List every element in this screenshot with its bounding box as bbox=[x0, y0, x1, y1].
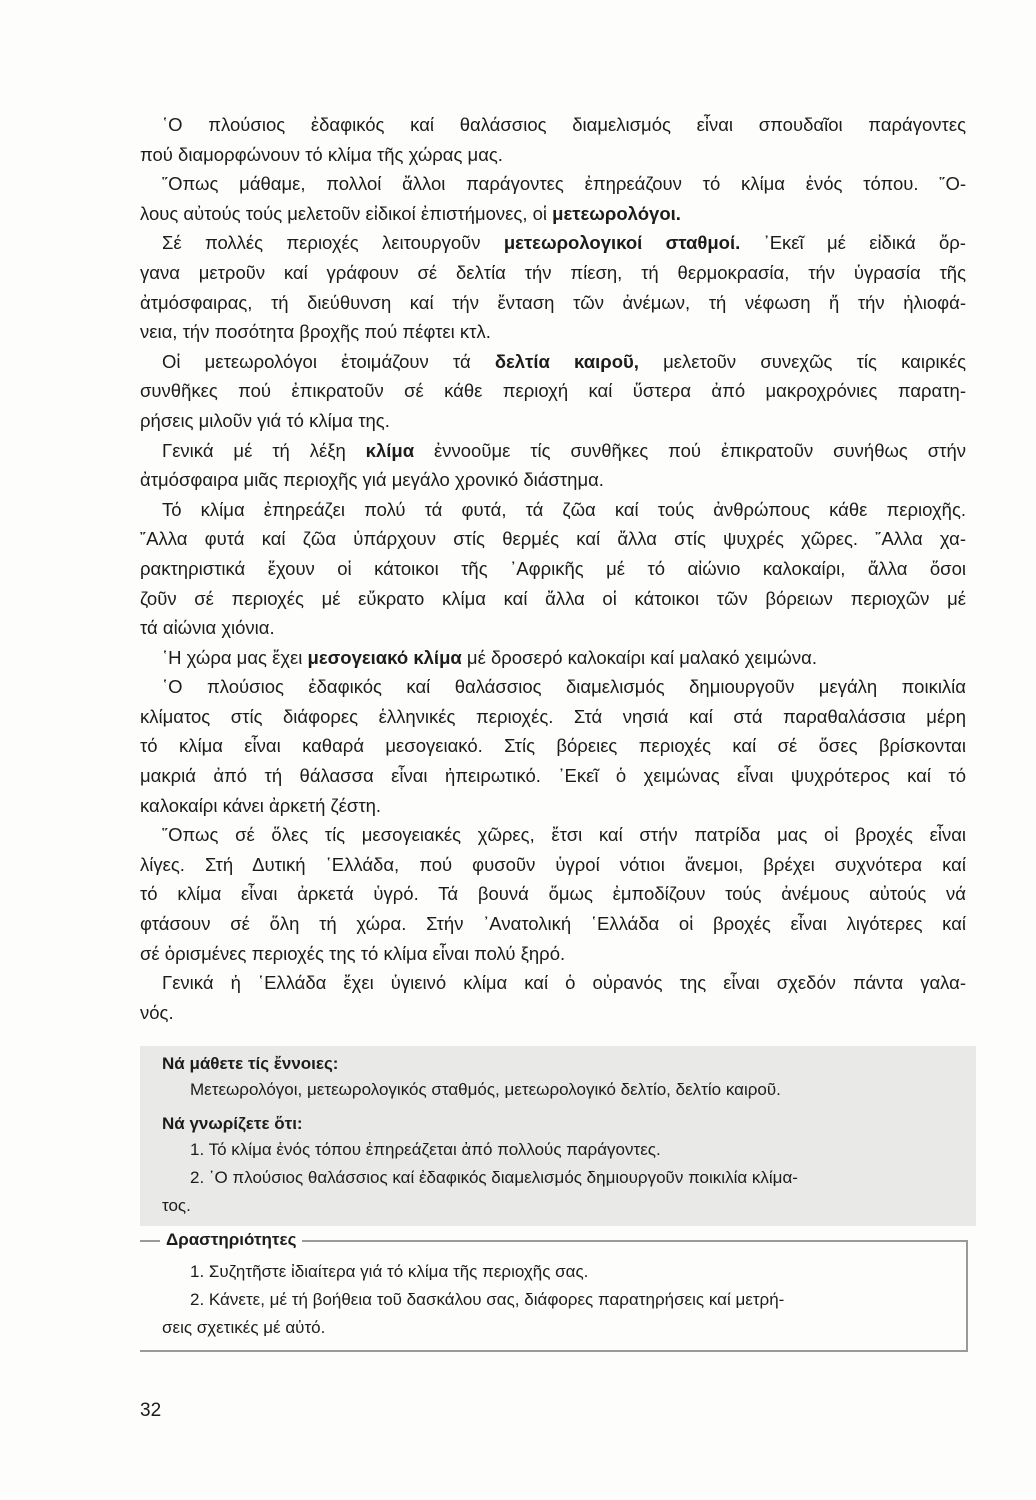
text-segment: τά αἰώνια χιόνια. bbox=[140, 617, 275, 639]
text-segment: νός. bbox=[140, 1001, 174, 1023]
facts-heading: Νά γνωρίζετε ὅτι: bbox=[162, 1114, 303, 1133]
text-line bbox=[140, 879, 966, 909]
text-line bbox=[140, 436, 966, 466]
text-segment: φτάσουν σέ ὅλη τή χώρα. Στήν ᾿Ανατολική ῾Ελλάδα οἱ βροχές εἶναι λιγότερες καί bbox=[140, 913, 966, 935]
concepts-text: Μετεωρολόγοι, μετεωρολογικός σταθμός, μετεωρολογικό δελτίο, δελτίο καιροῦ. bbox=[190, 1080, 781, 1099]
text-segment: ρήσεις μιλοῦν γιά τό κλίμα της. bbox=[140, 409, 390, 431]
text-segment: κλίματος στίς διάφορες ἑλληνικές περιοχές. Στά νησιά καί στά παραθαλάσσια μέρη bbox=[140, 705, 966, 727]
text-line bbox=[140, 731, 966, 761]
text-line bbox=[140, 939, 966, 969]
text-segment: ἀτμόσφαιρα μιᾶς περιοχῆς γιά μεγάλο χρονικό διάστημα. bbox=[140, 469, 604, 491]
activity-2-cont: σεις σχετικές μέ αὐτό. bbox=[162, 1318, 326, 1337]
bold-term: δελτία καιροῦ, bbox=[494, 350, 639, 372]
text-line bbox=[140, 169, 966, 199]
text-line bbox=[140, 495, 966, 525]
text-segment: ρακτηριστικά ἔχουν οἱ κάτοικοι τῆς ᾿Αφρικῆς μέ τό αἰώνιο καλοκαίρι, ἄλλα ὅσοι bbox=[140, 557, 966, 579]
text-line bbox=[140, 465, 966, 495]
text-line bbox=[140, 288, 966, 318]
activity-2: 2. Κάνετε, μέ τή βοήθεια τοῦ δασκάλου σας, διάφορες παρατηρήσεις καί μετρή- bbox=[190, 1290, 785, 1309]
text-segment: Γενικά μέ τή λέξη bbox=[162, 439, 366, 461]
body-text bbox=[140, 110, 966, 1027]
text-segment: Γενικά ἡ ῾Ελλάδα ἔχει ὑγιεινό κλίμα καί ὁ οὐρανός της εἶναι σχεδόν πάντα γαλα- bbox=[162, 972, 966, 994]
text-line bbox=[140, 199, 966, 229]
text-segment: ῞Οπως σέ ὅλες τίς μεσογειακές χῶρες, ἔτσι καί στήν πατρίδα μας οἱ βροχές εἶναι bbox=[162, 824, 966, 846]
text-line bbox=[140, 406, 966, 436]
activities-title: Δραστηριότητες bbox=[160, 1230, 302, 1250]
text-segment: λους αὐτούς τούς μελετοῦν εἰδικοί ἐπιστήμονες, οἱ bbox=[140, 202, 553, 224]
text-line bbox=[140, 820, 966, 850]
bold-term: μεσογειακό κλίμα bbox=[307, 646, 462, 668]
page-number: 32 bbox=[140, 1400, 162, 1421]
text-line bbox=[140, 909, 966, 939]
text-segment: πού διαμορφώνουν τό κλίμα τῆς χώρας μας. bbox=[140, 143, 503, 165]
text-segment: ῾Ο πλούσιος ἐδαφικός καί θαλάσσιος διαμελισμός εἶναι σπουδαῖοι παράγοντες bbox=[162, 114, 966, 135]
text-segment: ῎Αλλα φυτά καί ζῶα ὑπάρχουν στίς θερμές καί ἄλλα στίς ψυχρές χῶρες. ῎Αλλα χα- bbox=[140, 528, 966, 550]
text-line bbox=[140, 347, 966, 377]
text-segment: νεια, τήν ποσότητα βροχῆς πού πέφτει κτλ. bbox=[140, 321, 491, 343]
text-segment: ῾Η χώρα μας ἔχει bbox=[162, 646, 308, 668]
text-segment: λίγες. Στή Δυτική ῾Ελλάδα, πού φυσοῦν ὑγροί νότιοι ἄνεμοι, βρέχει συχνότερα καί bbox=[140, 853, 966, 875]
text-segment: μελετοῦν συνεχῶς τίς καιρικές bbox=[638, 350, 966, 372]
text-line bbox=[140, 850, 966, 880]
concepts-heading: Νά μάθετε τίς ἔννοιες: bbox=[162, 1054, 339, 1073]
text-segment: μακριά ἀπό τή θάλασσα εἶναι ἠπειρωτικό. ᾿Εκεῖ ὁ χειμώνας εἶναι ψυχρότερος καί τό bbox=[140, 765, 966, 787]
learn-box bbox=[140, 1046, 976, 1226]
text-segment: μέ δροσερό καλοκαίρι καί μαλακό χειμώνα. bbox=[461, 646, 817, 668]
text-line bbox=[140, 228, 966, 258]
bold-term: μετεωρολογικοί σταθμοί. bbox=[503, 232, 741, 254]
bold-term: μετεωρολόγοι. bbox=[552, 202, 681, 224]
text-line bbox=[140, 643, 966, 673]
text-line bbox=[140, 524, 966, 554]
text-segment: γανα μετροῦν καί γράφουν σέ δελτία τήν πίεση, τή θερμοκρασία, τήν ὑγρασία τῆς bbox=[140, 261, 966, 283]
text-segment: ῞Οπως μάθαμε, πολλοί ἄλλοι παράγοντες ἐπηρεάζουν τό κλίμα ἑνός τόπου. ῞Ο- bbox=[162, 173, 966, 195]
text-segment: ᾿Εκεῖ μέ εἰδικά ὄρ- bbox=[740, 232, 966, 254]
text-line bbox=[140, 791, 966, 821]
text-segment: ζοῦν σέ περιοχές μέ εὔκρατο κλίμα καί ἄλλα οἱ κάτοικοι τῶν βόρειων περιοχῶν μέ bbox=[140, 587, 966, 609]
text-segment: ῾Ο πλούσιος ἐδαφικός καί θαλάσσιος διαμελισμός δημιουργοῦν μεγάλη ποικιλία bbox=[162, 676, 966, 698]
text-line bbox=[140, 702, 966, 732]
text-line bbox=[140, 140, 966, 170]
bold-term: κλίμα bbox=[365, 439, 415, 461]
text-segment: συνθῆκες πού ἐπικρατοῦν σέ κάθε περιοχή καί ὕστερα ἀπό μακροχρόνιες παρατη- bbox=[140, 380, 966, 402]
text-line bbox=[140, 258, 966, 288]
text-line bbox=[140, 761, 966, 791]
fact-1: 1. Τό κλίμα ἑνός τόπου ἐπηρεάζεται ἀπό πολλούς παράγοντες. bbox=[190, 1140, 661, 1159]
text-line bbox=[140, 584, 966, 614]
text-segment: ἀτμόσφαιρας, τή διεύθυνση καί τήν ἔνταση τῶν ἀνέμων, τή νέφωση ἤ τήν ἡλιοφά- bbox=[140, 291, 966, 313]
text-segment: Οἱ μετεωρολόγοι ἑτοιμάζουν τά bbox=[162, 350, 495, 372]
text-segment: τό κλίμα εἶναι καθαρά μεσογειακό. Στίς βόρειες περιοχές καί σέ ὅσες βρίσκονται bbox=[140, 735, 966, 757]
fact-2: 2. ῾Ο πλούσιος θαλάσσιος καί ἐδαφικός διαμελισμός δημιουργοῦν ποικιλία κλίμα- bbox=[190, 1168, 798, 1187]
text-line bbox=[140, 317, 966, 347]
text-line bbox=[140, 672, 966, 702]
text-line bbox=[140, 998, 966, 1028]
text-line bbox=[140, 968, 966, 998]
text-segment: Σέ πολλές περιοχές λειτουργοῦν bbox=[162, 232, 504, 254]
text-line bbox=[140, 110, 966, 140]
activities-box bbox=[140, 1230, 968, 1352]
fact-2-cont: τος. bbox=[162, 1196, 191, 1215]
text-segment: σέ ὁρισμένες περιοχές της τό κλίμα εἶναι πολύ ξηρό. bbox=[140, 942, 566, 964]
text-line bbox=[140, 613, 966, 643]
text-segment: ἐννοοῦμε τίς συνθῆκες πού ἐπικρατοῦν συνήθως στήν bbox=[414, 439, 967, 461]
text-line bbox=[140, 376, 966, 406]
text-segment: τό κλίμα εἶναι ἀρκετά ὑγρό. Τά βουνά ὅμως ἐμποδίζουν τούς ἀνέμους αὐτούς νά bbox=[140, 883, 966, 905]
text-segment: Τό κλίμα ἐπηρεάζει πολύ τά φυτά, τά ζῶα καί τούς ἀνθρώπους κάθε περιοχῆς. bbox=[162, 498, 966, 520]
activity-1: 1. Συζητῆστε ἰδιαίτερα γιά τό κλίμα τῆς περιοχῆς σας. bbox=[190, 1262, 589, 1281]
text-segment: καλοκαίρι κάνει ἀρκετή ζέστη. bbox=[140, 794, 382, 816]
text-line bbox=[140, 554, 966, 584]
